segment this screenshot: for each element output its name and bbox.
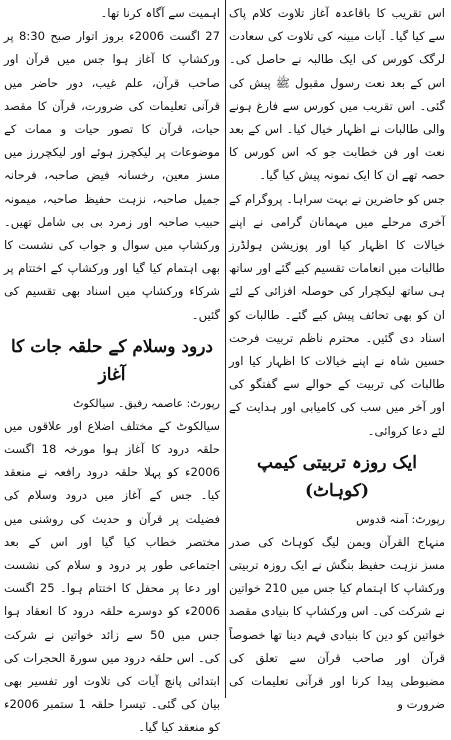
left-paragraph-2: 27 اگست 2006ء بروز اتوار صبح 8:30 پر ورکشاپ کا آغاز ہوا جس میں قرآن اور صاحب قرآن، علم غیب، دور حاضر میں قرآنی تعلیمات کی ضرورت، قرآن کا مقصد حیات، قرآن کا تصور حیات و ممات کے موضوعات پر لیکچرز ہوئے اور لیکچررز میں مسز معین، رخسانہ فیض صاحبہ، فرحانہ جمیل صاحبہ، نزہت حفیظ صاحبہ، میمونہ حبیب صاحبہ اور زمرد بی بی شامل تھیں۔ ورکشاپ میں سوال و جواب کی نشست کا بھی اہتمام کیا گیا اور ورکشاپ کے اختتام پر شرکاء ورکشاپ میں اسناد بھی تقسیم کی گئیں۔ [4,29,221,322]
right-paragraph-1: اس تقریب کا باقاعدہ آغاز تلاوت کلام پاک سے کیا گیا۔ آیات مبینہ کی تلاوت کی سعادت لرگک کورس کی ایک طالبہ نے حاصل کی۔ اس کے بعد نعت رسول مقبول ﷺ پیش کی گئی۔ اس تقریب میں کورس سے فارغ ہونے والی طالبات نے اظہار خیال کیا۔ اس کے بعد نعت اور فن خطابت جو کہ اس کورس کا حصہ تھے ان کا ایک نمونہ پیش کیا گیا۔ [229,6,445,183]
right-paragraph-2: جس کو حاضرین نے بہت سراہا۔ پروگرام کے آخری مرحلے میں مہمانان گرامی نے اپنے خیالات کا اظہار کیا اور پوزیشن ہولڈرز طالبات میں انعامات تقسیم کیے گئے اور ساتھ ہی ساتھ لیکچرار کی حوصلہ افزائی کے لئے ان کو بھی تحائف پیش کیے گئے۔ طالبات کو اسناد دی گئیں۔ محترم ناظم تربیت فرحت حسین شاہ نے اپنے خیالات کا اظہار کیا اور طالبات کی تربیت کے حوالے سے گفتگو کی اور آخر میں سب کی کامیابی اور ہدایت کے لئے دعا کروائی۔ [229,191,445,438]
left-column [4,2,221,735]
byline-kohat: رپورٹ: آمنہ قدوس [356,512,445,526]
column-divider [225,0,226,698]
article-heading-darood: درود وسلام کے حلقہ جات کا آغاز [11,336,213,385]
article-heading-kohat: ایک روزہ تربیتی کیمپ (کوہاٹ) [256,452,418,501]
left-paragraph-1: اہمیت سے آگاہ کرنا تھا۔ [100,6,220,20]
right-column [229,2,445,712]
byline-sialkot: رپورٹ: عاصمہ رفیق۔ سیالکوٹ [73,396,220,410]
left-paragraph-3: سیالکوٹ کے مختلف اضلاع اور علاقوں میں حلقہ درود کا آغاز ہوا مورخہ 18 اگست 2006ء کو پہلا حلقہ درود رافعہ نے منعقد کیا۔ جس کے آغاز میں درود وسلام کی فضیلت پر قرآن و حدیث کی روشنی میں مختصر خطاب کیا گیا اور اس کے بعد اجتماعی طور پر درود و سلام کی نشست اور دعا پر محفل کا اختتام ہوا۔ 25 اگست 2006ء کو دوسرے حلقہ درود کا انعقاد ہوا جس میں 50 سے زائد خواتین نے شرکت کی۔ اس حلقہ درود میں سورۃ الحجرات کی ابتدائی پانچ آیات کی تلاوت اور تفسیر بھی بیان کی گئی۔ تیسرا حلقہ 1 ستمبر 2006ء کو منعقد کیا گیا۔ [4,418,221,735]
right-paragraph-3: منہاج القرآن ویمن لیگ کوہاٹ کی صدر مسز نزہت حفیظ بنگش نے ایک روزہ تربیتی ورکشاپ کا اہتمام کیا جس میں 210 خواتین نے شرکت کی۔ اس ورکشاپ کا بنیادی مقصد خواتین کو دین کا بنیادی فہم دینا تھا خصوصاً قرآن اور صاحب قرآن سے تعلق کی مضبوطی پیدا کرنا اور قرآنی تعلیمات کی ضرورت و [229,534,445,712]
